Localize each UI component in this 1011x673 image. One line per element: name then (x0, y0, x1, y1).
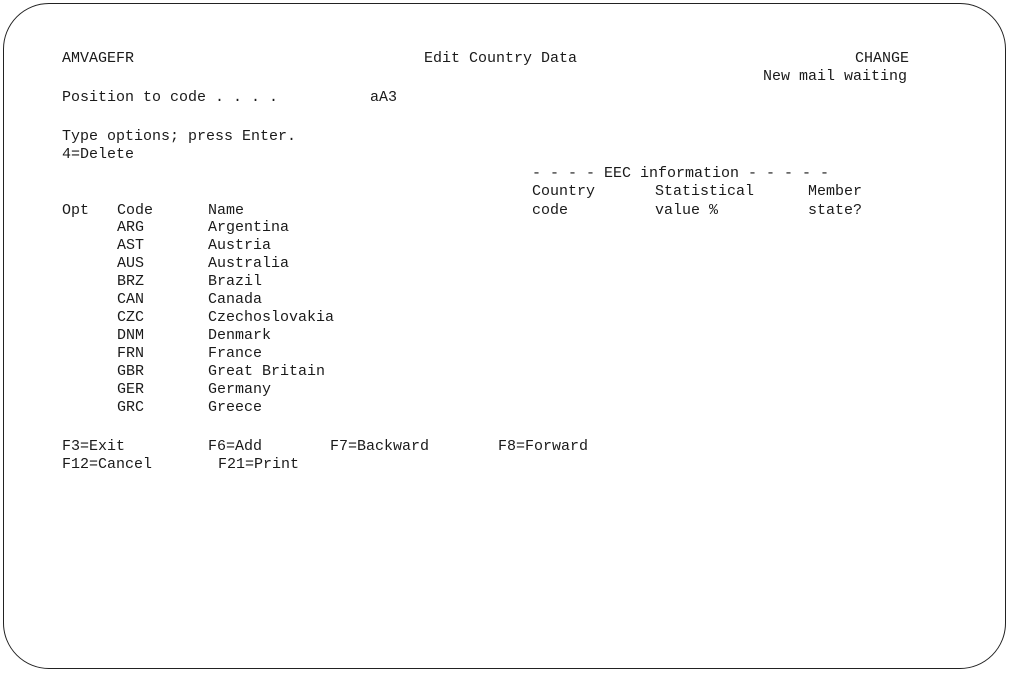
country-name: Denmark (208, 327, 272, 344)
f21-print-key[interactable]: F21=Print (218, 456, 300, 473)
code-column-header: Code (117, 202, 154, 219)
position-to-label: Position to code . . . . (62, 89, 279, 106)
mail-message: New mail waiting (763, 68, 908, 85)
member-state-header-line2: state? (808, 202, 863, 219)
list-item[interactable] (0, 273, 1000, 290)
country-name: France (208, 345, 263, 362)
list-item[interactable] (0, 345, 1000, 362)
country-code: GER (117, 381, 145, 398)
country-name: Argentina (208, 219, 290, 236)
country-name: Great Britain (208, 363, 326, 380)
f12-cancel-key[interactable]: F12=Cancel (62, 456, 153, 473)
list-item[interactable] (0, 291, 1000, 308)
country-name: Czechoslovakia (208, 309, 335, 326)
country-code: FRN (117, 345, 145, 362)
screen-title: Edit Country Data (424, 50, 578, 67)
eec-information-header: - - - - EEC information - - - - - (532, 165, 830, 182)
country-code: GRC (117, 399, 145, 416)
list-item[interactable] (0, 399, 1000, 416)
f3-exit-key[interactable]: F3=Exit (62, 438, 126, 455)
list-item[interactable] (0, 327, 1000, 344)
country-code: GBR (117, 363, 145, 380)
country-code-header-line2: code (532, 202, 569, 219)
statistical-value-header-line2: value % (655, 202, 719, 219)
mode-indicator: CHANGE (855, 50, 910, 67)
country-name: Brazil (208, 273, 263, 290)
country-name: Canada (208, 291, 263, 308)
country-name: Australia (208, 255, 290, 272)
country-code: BRZ (117, 273, 145, 290)
country-name: Germany (208, 381, 272, 398)
country-code: CZC (117, 309, 145, 326)
list-item[interactable] (0, 237, 1000, 254)
list-item[interactable] (0, 255, 1000, 272)
f7-backward-key[interactable]: F7=Backward (330, 438, 430, 455)
name-column-header: Name (208, 202, 245, 219)
country-code: DNM (117, 327, 145, 344)
list-item[interactable] (0, 219, 1000, 236)
option-delete-legend: 4=Delete (62, 146, 135, 163)
f6-add-key[interactable]: F6=Add (208, 438, 263, 455)
country-code-header-line1: Country (532, 183, 596, 200)
country-code: ARG (117, 219, 145, 236)
statistical-value-header-line1: Statistical (655, 183, 755, 200)
country-code: AUS (117, 255, 145, 272)
member-state-header-line1: Member (808, 183, 863, 200)
opt-column-header: Opt (62, 202, 90, 219)
position-to-input[interactable]: aA3 (370, 89, 398, 106)
country-name: Greece (208, 399, 263, 416)
instructions-text: Type options; press Enter. (62, 128, 297, 145)
country-code: CAN (117, 291, 145, 308)
program-id: AMVAGEFR (62, 50, 135, 67)
country-code: AST (117, 237, 145, 254)
f8-forward-key[interactable]: F8=Forward (498, 438, 589, 455)
country-name: Austria (208, 237, 272, 254)
list-item[interactable] (0, 363, 1000, 380)
list-item[interactable] (0, 309, 1000, 326)
list-item[interactable] (0, 381, 1000, 398)
